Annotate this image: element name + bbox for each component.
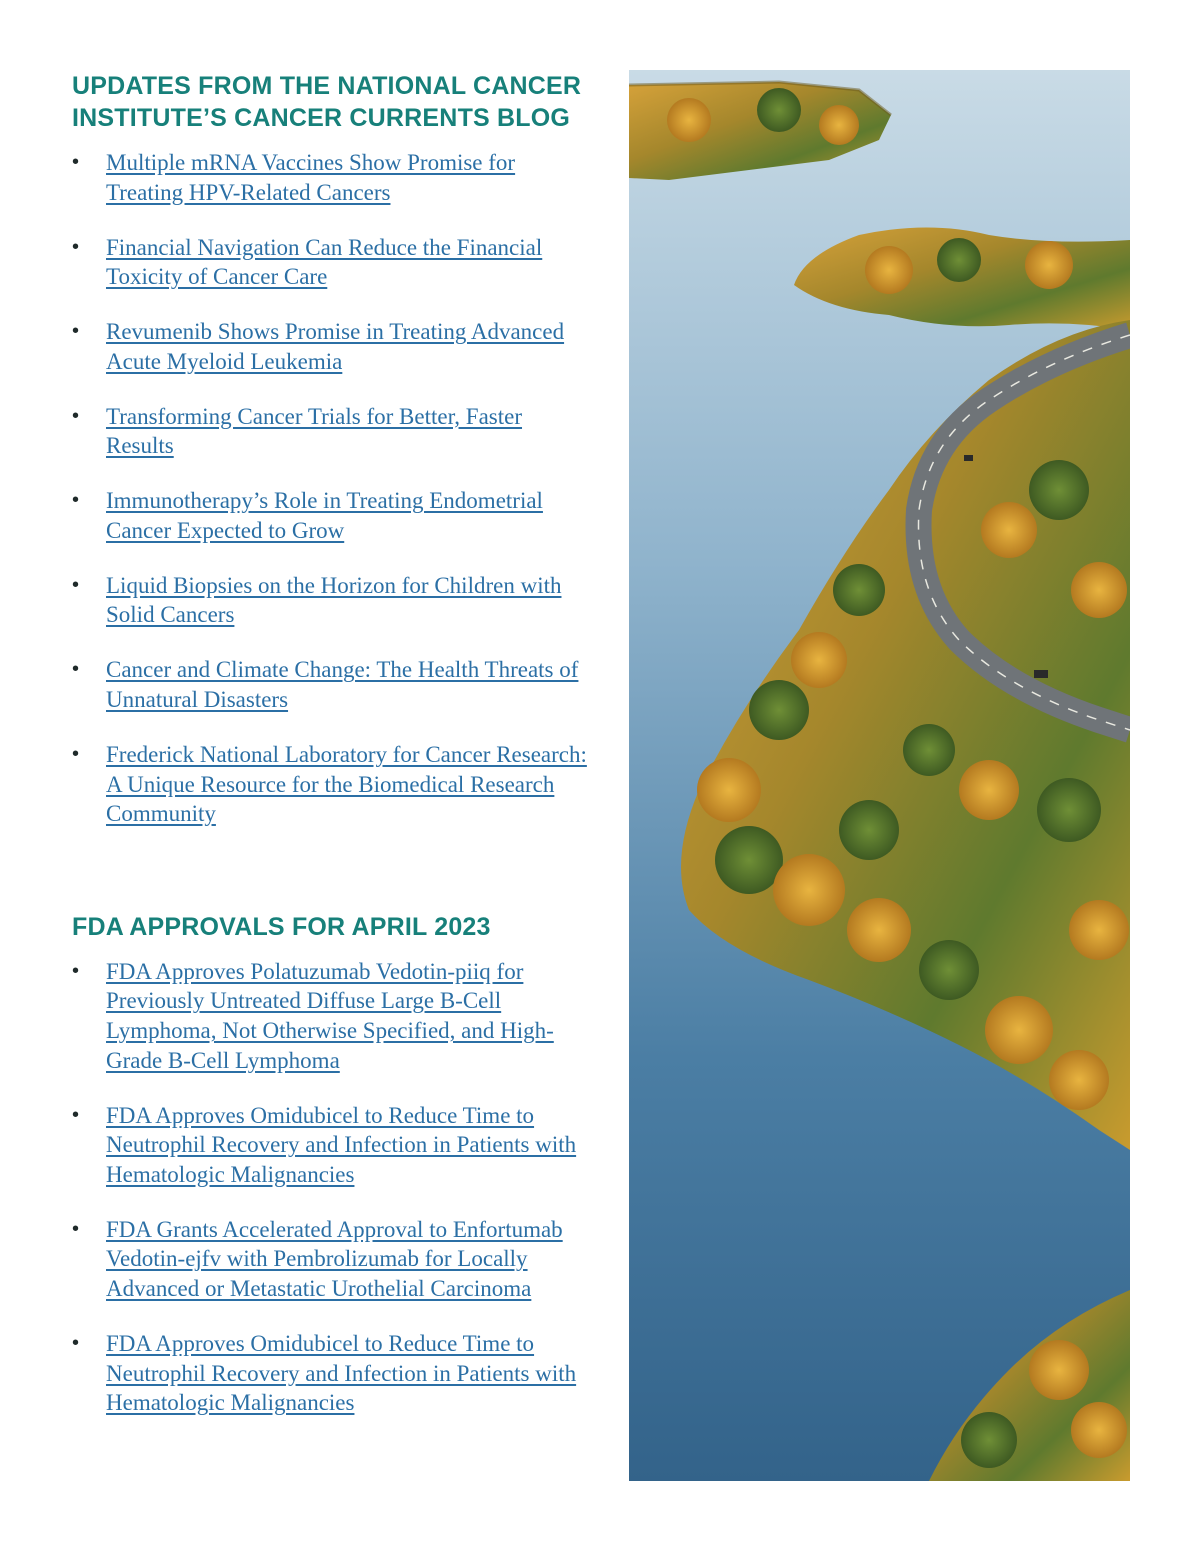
bullet-icon: •: [72, 320, 80, 343]
list-item: [72, 486, 592, 545]
blog-link[interactable]: Liquid Biopsies on the Horizon for Children with Solid Cancers: [106, 572, 562, 628]
blog-link[interactable]: Transforming Cancer Trials for Better, Faster Results: [106, 403, 523, 459]
list-item: [72, 1215, 592, 1304]
bullet-icon: •: [72, 489, 80, 512]
blog-link[interactable]: Revumenib Shows Promise in Treating Advanced Acute Myeloid Leukemia: [106, 319, 565, 374]
bullet-icon: •: [72, 235, 80, 258]
blog-link[interactable]: Financial Navigation Can Reduce the Financial Toxicity of Cancer Care: [106, 234, 543, 290]
blog-link-list: [72, 148, 592, 829]
list-item: [72, 740, 592, 829]
bullet-icon: •: [72, 404, 80, 427]
blog-link[interactable]: Multiple mRNA Vaccines Show Promise for Treating HPV-Related Cancers: [106, 150, 516, 205]
blog-section-heading: UPDATES FROM THE NATIONAL CANCER INSTITUTE’S CANCER CURRENTS BLOG: [72, 72, 582, 132]
list-item: [72, 233, 592, 292]
blog-link[interactable]: Frederick National Laboratory for Cancer Research: A Unique Resource for the Biomedical Research Community: [106, 742, 587, 827]
list-item: [72, 655, 592, 714]
blog-link[interactable]: Cancer and Climate Change: The Health Threats of Unnatural Disasters: [106, 657, 579, 713]
list-item: [72, 1329, 592, 1418]
bullet-icon: •: [72, 1217, 80, 1240]
fda-link[interactable]: FDA Approves Omidubicel to Reduce Time to Neutrophil Recovery and Infection in Patients with Hematologic Malignancies: [106, 1102, 577, 1187]
aerial-lake-illustration: [629, 70, 1130, 1481]
bullet-icon: •: [72, 151, 80, 173]
fda-section-heading: FDA APPROVALS FOR APRIL 2023: [72, 912, 491, 941]
list-item: [72, 402, 592, 461]
list-item: [72, 571, 592, 630]
bullet-icon: •: [72, 1103, 80, 1126]
list-item: [72, 1101, 592, 1190]
blog-link[interactable]: Immunotherapy’s Role in Treating Endometrial Cancer Expected to Grow: [106, 488, 543, 543]
left-column: [72, 70, 592, 1443]
list-item: [72, 957, 592, 1075]
bullet-icon: •: [72, 743, 80, 766]
list-item: [72, 317, 592, 376]
fda-link[interactable]: FDA Grants Accelerated Approval to Enfortumab Vedotin-ejfv with Pembrolizumab for Locally Advanced or Metastatic Urothelial Carcinoma: [106, 1216, 563, 1301]
bullet-icon: •: [72, 1331, 80, 1354]
fda-link[interactable]: FDA Approves Polatuzumab Vedotin-piiq for Previously Untreated Diffuse Large B-Cell Lymphoma, Not Otherwise Specified, and High-Grade B-Cell Lymphoma: [106, 958, 554, 1073]
fda-link-list: [72, 957, 592, 1418]
bullet-icon: •: [72, 959, 80, 982]
aerial-lake-photo: [629, 70, 1130, 1481]
bullet-icon: •: [72, 573, 80, 596]
list-item: [72, 148, 592, 207]
bullet-icon: •: [72, 658, 80, 681]
fda-link[interactable]: FDA Approves Omidubicel to Reduce Time to Neutrophil Recovery and Infection in Patients with Hematologic Malignancies: [106, 1330, 577, 1416]
